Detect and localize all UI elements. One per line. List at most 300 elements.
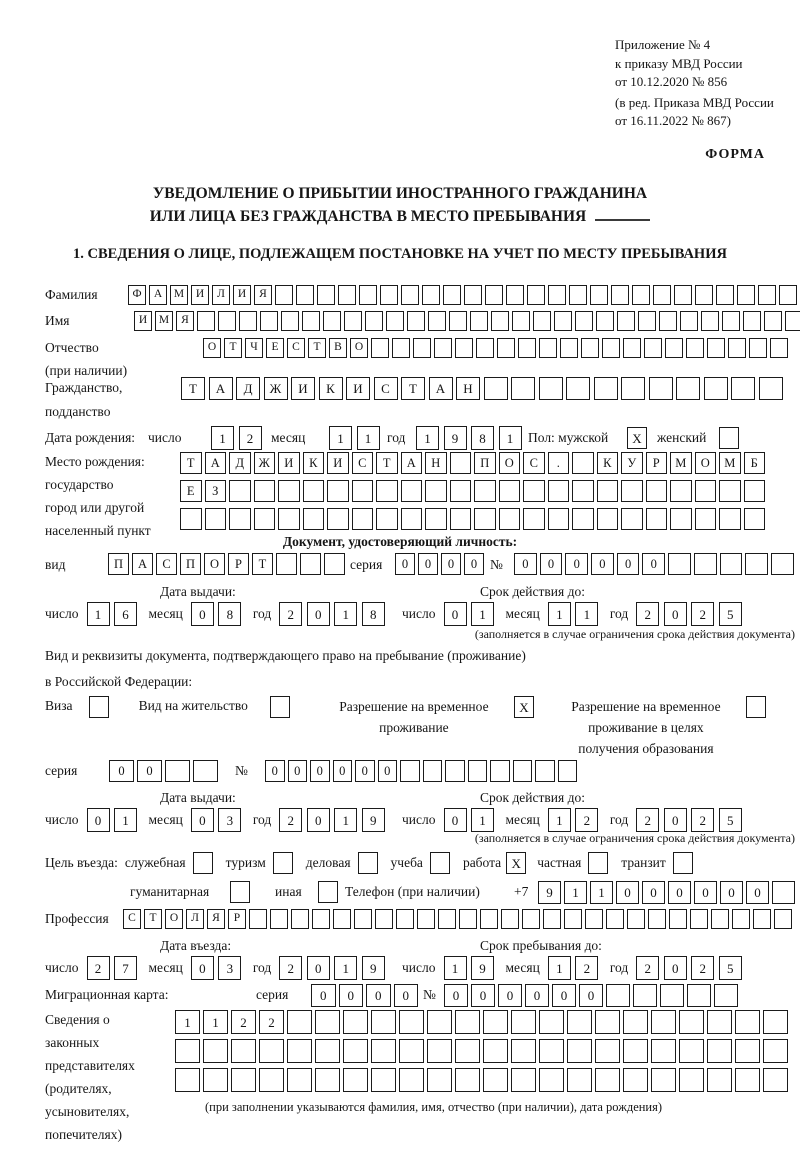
char-cell: А (401, 452, 423, 474)
doc-series-cells[interactable] (395, 553, 487, 575)
char-cell (763, 1010, 788, 1034)
char-cell (659, 311, 677, 331)
char-cell: И (327, 452, 349, 474)
char-cell (728, 338, 746, 358)
citizenship-label2: подданство (45, 404, 111, 419)
char-cell (483, 1010, 508, 1034)
char-cell (343, 1039, 368, 1063)
representatives-label-line: Сведения о (45, 1012, 110, 1027)
char-cell (449, 311, 467, 331)
char-cell: 0 (591, 553, 614, 575)
char-cell: К (319, 377, 343, 400)
char-cell (450, 508, 472, 530)
char-cell (669, 909, 687, 929)
char-cell (627, 909, 645, 929)
sex-male-label: Пол: мужской (528, 430, 609, 445)
char-cell (511, 1010, 536, 1034)
purpose-work-label: работа (462, 855, 502, 870)
rvp-number-cells[interactable] (265, 760, 580, 782)
char-cell: 2 (575, 808, 598, 832)
stay-until-title: Срок пребывания до: (480, 938, 602, 953)
char-cell: Т (180, 452, 202, 474)
char-cell: 2 (636, 956, 659, 980)
migration-number-label: № (423, 987, 436, 1002)
char-cell: 3 (218, 956, 241, 980)
identity-doc-heading: Документ, удостоверяющий личность: (282, 534, 518, 549)
purpose-humanitarian-checkbox[interactable] (230, 881, 250, 903)
phone-cells[interactable] (538, 881, 798, 904)
char-cell (231, 1068, 256, 1092)
char-cell (371, 1068, 396, 1092)
char-cell: 0 (378, 760, 398, 782)
char-cell (707, 1039, 732, 1063)
purpose-tourism-checkbox[interactable] (273, 852, 293, 874)
purpose-work-checkbox[interactable] (506, 852, 526, 874)
char-cell (281, 311, 299, 331)
char-cell (707, 1068, 732, 1092)
char-cell: О (204, 553, 225, 575)
char-cell (632, 285, 650, 305)
char-cell: Л (186, 909, 204, 929)
purpose-other-checkbox[interactable] (318, 881, 338, 903)
char-cell: О (499, 452, 521, 474)
char-cell (590, 285, 608, 305)
char-cell (572, 480, 594, 502)
char-cell (483, 1068, 508, 1092)
char-cell (229, 508, 251, 530)
entry-month-cells[interactable] (191, 956, 246, 980)
char-cell (270, 909, 288, 929)
birth-place-cells-row1[interactable] (180, 452, 768, 474)
char-cell (518, 338, 536, 358)
char-cell (450, 452, 472, 474)
legal-header-line: (в ред. Приказа МВД России (615, 94, 774, 110)
validity-note: (заполняется в случае ограничения срока действия документа) (474, 831, 795, 845)
char-cell (338, 285, 356, 305)
char-cell (423, 760, 443, 782)
char-cell (704, 377, 728, 400)
char-cell (633, 984, 657, 1007)
rvp-issue-month-cells[interactable] (191, 808, 246, 832)
form-title-line2-text: ИЛИ ЛИЦА БЕЗ ГРАЖДАНСТВА В МЕСТО ПРЕБЫВАНИЯ (149, 208, 587, 225)
representatives-cells-row1[interactable] (175, 1010, 791, 1034)
stay-year-cells[interactable] (636, 956, 746, 980)
char-cell: С (523, 452, 545, 474)
purpose-business-label: служебная (124, 855, 186, 870)
issue-date-title: Дата выдачи: (160, 584, 236, 599)
char-cell (595, 1039, 620, 1063)
char-cell: 5 (719, 956, 742, 980)
representatives-cells-row2[interactable] (175, 1039, 791, 1063)
char-cell (455, 1039, 480, 1063)
char-cell: 0 (310, 760, 330, 782)
char-cell (548, 508, 570, 530)
section1-heading: 1. СВЕДЕНИЯ О ЛИЦЕ, ПОДЛЕЖАЩЕМ ПОСТАНОВКЕ НА УЧЕТ ПО МЕСТУ ПРЕБЫВАНИЯ (73, 246, 727, 262)
char-cell: 0 (444, 984, 468, 1007)
char-cell (539, 1039, 564, 1063)
month-label: месяц (148, 960, 183, 975)
char-cell (649, 377, 673, 400)
purpose-study-checkbox[interactable] (430, 852, 450, 874)
option-visa-checkbox[interactable] (89, 696, 109, 718)
char-cell (617, 311, 635, 331)
char-cell (259, 1068, 284, 1092)
sex-female-checkbox[interactable] (719, 427, 739, 449)
char-cell: Д (229, 452, 251, 474)
char-cell (506, 285, 524, 305)
char-cell (764, 311, 782, 331)
char-cell (749, 338, 767, 358)
char-cell (735, 1068, 760, 1092)
char-cell (623, 1039, 648, 1063)
char-cell (602, 338, 620, 358)
char-cell: 1 (357, 426, 380, 450)
char-cell (623, 1010, 648, 1034)
char-cell: И (134, 311, 152, 331)
expiry-date-title: Срок действия до: (480, 790, 585, 805)
char-cell (646, 508, 668, 530)
month-label: месяц (505, 960, 540, 975)
char-cell: 0 (394, 984, 419, 1007)
migration-number-cells[interactable] (444, 984, 741, 1007)
char-cell (623, 1068, 648, 1092)
char-cell (352, 480, 374, 502)
expiry-date-group (402, 602, 753, 626)
char-cell (694, 553, 717, 575)
rvp-series-cells[interactable] (109, 760, 221, 782)
char-cell: 0 (444, 808, 467, 832)
option-temp-residence-edu-label: Разрешение на временное проживание в целях получения образования (571, 699, 721, 756)
char-cell (428, 311, 446, 331)
char-cell: 0 (565, 553, 588, 575)
doc-number-label: № (490, 557, 503, 572)
expiry-day-cells[interactable] (444, 602, 499, 626)
migration-series-cells[interactable] (311, 984, 421, 1007)
char-cell: А (429, 377, 453, 400)
char-cell (445, 760, 465, 782)
char-cell: 9 (538, 881, 561, 904)
char-cell (273, 852, 293, 874)
rvp-expiry-day-cells[interactable] (444, 808, 499, 832)
char-cell (621, 480, 643, 502)
char-cell (343, 1068, 368, 1092)
char-cell (759, 377, 783, 400)
char-cell: И (346, 377, 370, 400)
char-cell: X (514, 696, 534, 718)
char-cell (523, 508, 545, 530)
char-cell (670, 480, 692, 502)
profession-cells[interactable] (123, 909, 795, 929)
option-temp-residence-checkbox[interactable] (514, 696, 534, 718)
char-cell: С (123, 909, 141, 929)
char-cell: 0 (137, 760, 162, 782)
birth-place-cells-row2[interactable] (180, 480, 768, 502)
char-cell (459, 909, 477, 929)
char-cell (371, 1039, 396, 1063)
char-cell: 0 (720, 881, 743, 904)
option-residence-permit-checkbox[interactable] (270, 696, 290, 718)
birth-place-cells-row3[interactable] (180, 508, 768, 530)
char-cell: 2 (691, 602, 714, 626)
expiry-year-cells[interactable] (636, 602, 746, 626)
char-cell (260, 311, 278, 331)
char-cell: М (170, 285, 188, 305)
legal-header-line: от 16.11.2022 № 867) (615, 113, 732, 128)
char-cell: 2 (259, 1010, 284, 1034)
char-cell: И (291, 377, 315, 400)
birth-day-cells[interactable] (211, 426, 266, 450)
char-cell (527, 285, 545, 305)
title-blank-line (595, 219, 650, 221)
char-cell (380, 285, 398, 305)
char-cell: 0 (307, 808, 330, 832)
char-cell (513, 760, 533, 782)
char-cell (680, 311, 698, 331)
char-cell: Ж (264, 377, 288, 400)
month-label: месяц (505, 812, 540, 827)
char-cell: 1 (564, 881, 587, 904)
expiry-date-title: Срок действия до: (480, 584, 585, 599)
doc-kind-label: вид (45, 557, 66, 572)
purpose-tourism-label: туризм (225, 855, 266, 870)
char-cell (539, 338, 557, 358)
option-temp-residence-edu-checkbox[interactable] (746, 696, 766, 718)
char-cell: А (209, 377, 233, 400)
char-cell: 0 (746, 881, 769, 904)
purpose-private-checkbox[interactable] (588, 852, 608, 874)
char-cell (679, 1039, 704, 1063)
char-cell (535, 760, 555, 782)
residence-doc-line1: Вид и реквизиты документа, подтверждающего право на пребывание (проживание) (45, 648, 526, 663)
char-cell: О (165, 909, 183, 929)
char-cell (401, 285, 419, 305)
visit-purpose-label: Цель въезда: (45, 855, 118, 870)
char-cell (278, 480, 300, 502)
char-cell: 0 (668, 881, 691, 904)
doc-number-cells[interactable] (514, 553, 797, 575)
char-cell (554, 311, 572, 331)
char-cell (611, 285, 629, 305)
char-cell (785, 311, 800, 331)
expiry-month-cells[interactable] (548, 602, 603, 626)
year-label: год (387, 430, 406, 445)
issue-date-group (45, 602, 396, 626)
char-cell: 1 (575, 602, 598, 626)
char-cell: Е (266, 338, 284, 358)
char-cell: 0 (109, 760, 134, 782)
char-cell (483, 1039, 508, 1063)
char-cell (315, 1039, 340, 1063)
char-cell: 0 (307, 602, 330, 626)
month-label: месяц (148, 606, 183, 621)
char-cell (539, 1068, 564, 1092)
char-cell: 0 (642, 881, 665, 904)
entry-date-title: Дата въезда: (160, 938, 232, 953)
char-cell (501, 909, 519, 929)
char-cell: О (350, 338, 368, 358)
char-cell (400, 760, 420, 782)
citizenship-label: Гражданство, (45, 380, 123, 395)
char-cell (707, 338, 725, 358)
char-cell: 1 (175, 1010, 200, 1034)
stay-month-cells[interactable] (548, 956, 603, 980)
given-name-label: Имя (45, 313, 70, 328)
purpose-commercial-checkbox[interactable] (358, 852, 378, 874)
char-cell: 1 (114, 808, 137, 832)
char-cell: 1 (590, 881, 613, 904)
patronymic-cells[interactable] (203, 338, 791, 358)
char-cell (193, 852, 213, 874)
char-cell (665, 338, 683, 358)
birth-date-label: Дата рождения: (45, 430, 136, 445)
char-cell: О (203, 338, 221, 358)
char-cell (259, 1039, 284, 1063)
char-cell (575, 311, 593, 331)
char-cell (303, 480, 325, 502)
char-cell (595, 1010, 620, 1034)
visit-purpose-row2 (45, 881, 800, 907)
char-cell (533, 311, 551, 331)
char-cell (523, 480, 545, 502)
char-cell (249, 909, 267, 929)
rvp-series-label: серия (45, 763, 78, 778)
char-cell: З (205, 480, 227, 502)
char-cell: 7 (114, 956, 137, 980)
entry-day-cells[interactable] (87, 956, 142, 980)
char-cell (770, 338, 788, 358)
char-cell (673, 852, 693, 874)
purpose-study-label: учеба (390, 855, 423, 870)
char-cell (581, 338, 599, 358)
char-cell: И (278, 452, 300, 474)
char-cell (567, 1010, 592, 1034)
char-cell: Ж (254, 452, 276, 474)
char-cell (401, 480, 423, 502)
char-cell: 2 (279, 956, 302, 980)
legal-header-line: от 10.12.2020 № 856 (615, 74, 728, 89)
stay-until-date-group (402, 956, 753, 980)
char-cell: 1 (548, 808, 571, 832)
char-cell (695, 480, 717, 502)
issue-day-cells[interactable] (87, 602, 142, 626)
char-cell (594, 377, 618, 400)
char-cell (413, 338, 431, 358)
char-cell (480, 909, 498, 929)
char-cell (753, 909, 771, 929)
char-cell: 1 (334, 808, 357, 832)
char-cell: 0 (87, 808, 110, 832)
form-title-line1: УВЕДОМЛЕНИЕ О ПРИБЫТИИ ИНОСТРАННОГО ГРАЖДАНИНА (152, 185, 648, 202)
char-cell: Л (212, 285, 230, 305)
char-cell: 0 (498, 984, 522, 1007)
birth-year-cells[interactable] (416, 426, 526, 450)
char-cell (719, 508, 741, 530)
sex-male-checkbox[interactable] (627, 427, 647, 449)
char-cell: Я (207, 909, 225, 929)
citizenship-cells[interactable] (181, 377, 786, 400)
char-cell (425, 508, 447, 530)
char-cell (714, 984, 738, 1007)
month-label: месяц (148, 812, 183, 827)
char-cell (548, 480, 570, 502)
char-cell (539, 1010, 564, 1034)
char-cell (455, 338, 473, 358)
doc-kind-cells[interactable] (108, 553, 348, 575)
char-cell: 0 (664, 956, 687, 980)
char-cell (660, 984, 684, 1007)
char-cell (745, 553, 768, 575)
issue-month-cells[interactable] (191, 602, 246, 626)
birth-month-cells[interactable] (329, 426, 384, 450)
char-cell (401, 508, 423, 530)
rvp-number-label: № (235, 763, 248, 778)
char-cell (707, 1010, 732, 1034)
purpose-transit-checkbox[interactable] (673, 852, 693, 874)
char-cell: 1 (334, 602, 357, 626)
stay-day-cells[interactable] (444, 956, 499, 980)
char-cell: М (155, 311, 173, 331)
rvp-issue-day-cells[interactable] (87, 808, 142, 832)
char-cell: И (191, 285, 209, 305)
issue-year-cells[interactable] (279, 602, 389, 626)
char-cell: Р (646, 452, 668, 474)
char-cell: 0 (191, 956, 214, 980)
char-cell: Н (425, 452, 447, 474)
char-cell: М (719, 452, 741, 474)
char-cell (572, 508, 594, 530)
char-cell (278, 508, 300, 530)
day-label: число (402, 812, 436, 827)
char-cell (230, 881, 250, 903)
char-cell (270, 696, 290, 718)
rvp-issue-year-cells[interactable] (279, 808, 389, 832)
char-cell: 3 (218, 808, 241, 832)
char-cell: П (474, 452, 496, 474)
representatives-cells-row3[interactable] (175, 1068, 791, 1092)
char-cell: 1 (203, 1010, 228, 1034)
char-cell: 9 (362, 808, 385, 832)
purpose-business-checkbox[interactable] (193, 852, 213, 874)
entry-year-cells[interactable] (279, 956, 389, 980)
char-cell: 0 (418, 553, 438, 575)
rvp-expiry-month-cells[interactable] (548, 808, 603, 832)
char-cell: 1 (334, 956, 357, 980)
char-cell: 0 (339, 984, 364, 1007)
char-cell (543, 909, 561, 929)
char-cell (193, 760, 218, 782)
char-cell (743, 311, 761, 331)
year-label: год (609, 960, 629, 975)
day-label: число (402, 960, 436, 975)
day-label: число (45, 960, 79, 975)
given-name-cells[interactable] (134, 311, 800, 331)
char-cell: 9 (471, 956, 494, 980)
char-cell: 0 (616, 881, 639, 904)
char-cell: 2 (231, 1010, 256, 1034)
visit-purpose-row (45, 852, 800, 874)
char-cell: X (627, 427, 647, 449)
char-cell (443, 285, 461, 305)
rvp-expiry-year-cells[interactable] (636, 808, 746, 832)
doc-series-label: серия (350, 557, 383, 572)
char-cell (679, 1068, 704, 1092)
birth-place-label3: город или другой (45, 500, 145, 515)
char-cell (522, 909, 540, 929)
surname-cells[interactable] (128, 285, 800, 305)
char-cell: 0 (471, 984, 495, 1007)
char-cell: 2 (636, 808, 659, 832)
option-visa-label: Виза (45, 698, 73, 713)
